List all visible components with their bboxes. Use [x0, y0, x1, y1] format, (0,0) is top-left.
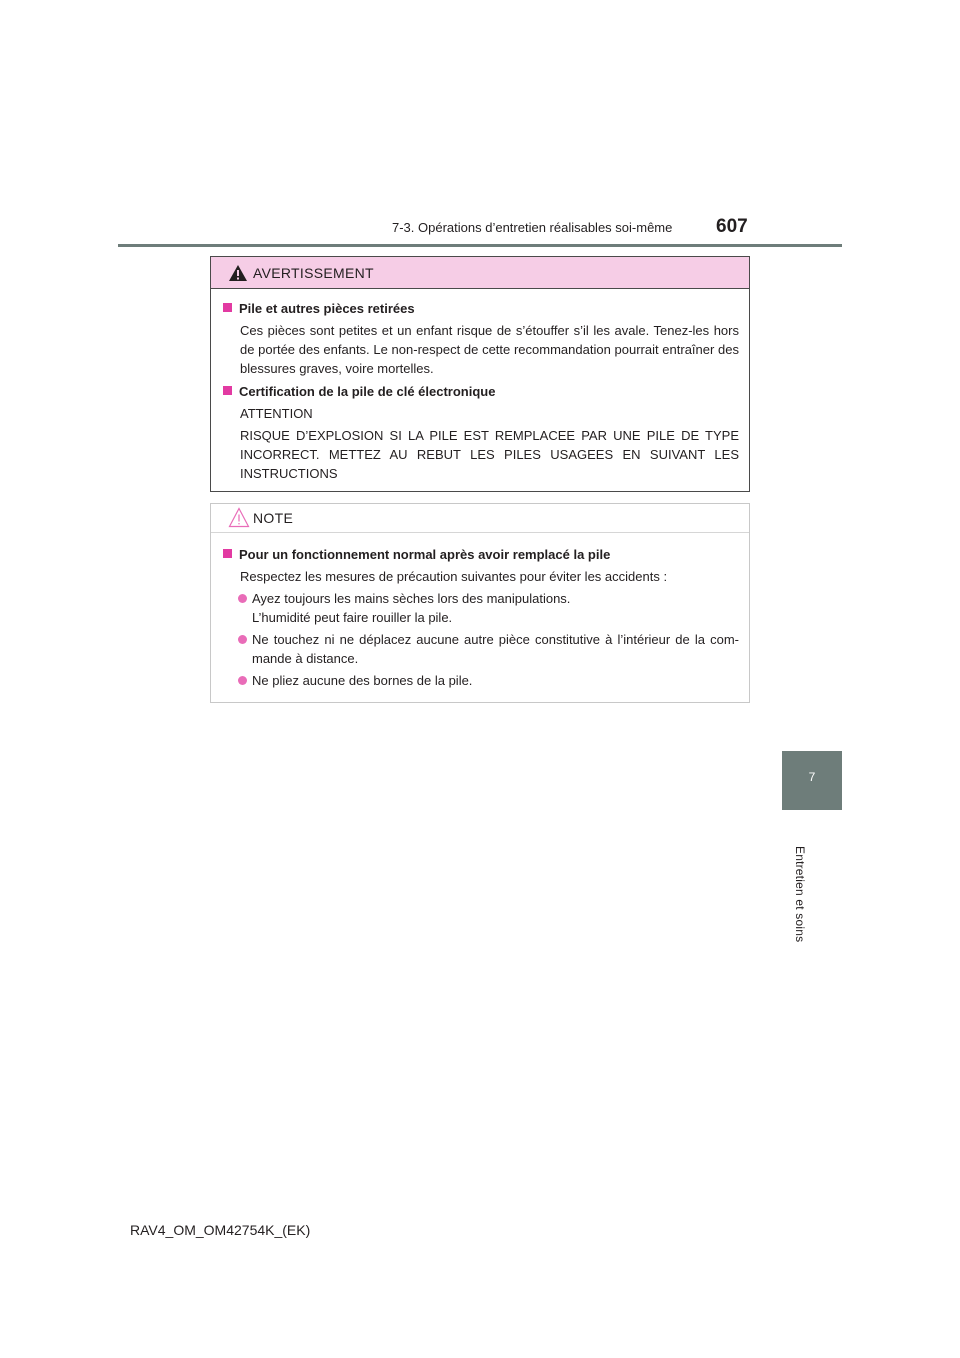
chapter-label: Entretien et soins [793, 846, 807, 943]
note-bullet-no-touch: Ne touchez ni ne déplacez aucune autre pièce constitutive à l’intérieur de la com-mande à distance. [221, 630, 739, 668]
note-bullet-dry-hands: Ayez toujours les mains sèches lors des manipulations. L’humidité peut faire rouiller la pile. [221, 589, 739, 627]
warning-paragraph: Ces pièces sont petites et un enfant risque de s’étouffer s’il les avale. Tenez-les hors de portée des enfants. Le non-respect de cette recommandation pourrait entraîner des blessures graves, voire mortelles. [240, 323, 739, 376]
round-bullet-icon [238, 594, 247, 603]
warning-box [210, 256, 750, 492]
note-bullet-terminals: Ne pliez aucune des bornes de la pile. [221, 671, 739, 690]
caution-outline-icon [228, 507, 250, 528]
note-heading: Pour un fonctionnement normal après avoir remplacé la pile [221, 545, 739, 564]
square-bullet-icon [223, 549, 232, 558]
warning-attention: ATTENTION [240, 406, 313, 421]
warning-body [211, 289, 749, 483]
document-code: RAV4_OM_OM42754K_(EK) [130, 1222, 311, 1238]
warning-title: AVERTISSEMENT [253, 265, 374, 281]
round-bullet-icon [238, 635, 247, 644]
warning-icon [228, 264, 248, 282]
page-number: 607 [716, 216, 748, 237]
square-bullet-icon [223, 303, 232, 312]
note-header [211, 504, 749, 533]
note-box [210, 503, 750, 703]
square-bullet-icon [223, 386, 232, 395]
note-title: NOTE [253, 510, 294, 526]
header-divider [118, 244, 842, 247]
section-title: 7-3. Opérations d’entretien réalisables soi-même [392, 220, 673, 235]
note-body [211, 533, 749, 690]
warning-heading-certification: Certification de la pile de clé électronique [221, 382, 739, 401]
warning-heading-battery: Pile et autres pièces retirées [221, 299, 739, 318]
chapter-number: 7 [808, 770, 816, 784]
round-bullet-icon [238, 676, 247, 685]
warning-risk-text: RISQUE D’EXPLOSION SI LA PILE EST REMPLACEE PAR UNE PILE DE TYPE INCORRECT. METTEZ AU REBUT LES PILES USAGEES EN SUIVANT LES INSTRUCTIONS [240, 428, 739, 481]
chapter-tab[interactable] [782, 751, 842, 810]
note-intro: Respectez les mesures de précaution suivantes pour éviter les accidents : [240, 569, 668, 584]
warning-header [211, 257, 749, 289]
